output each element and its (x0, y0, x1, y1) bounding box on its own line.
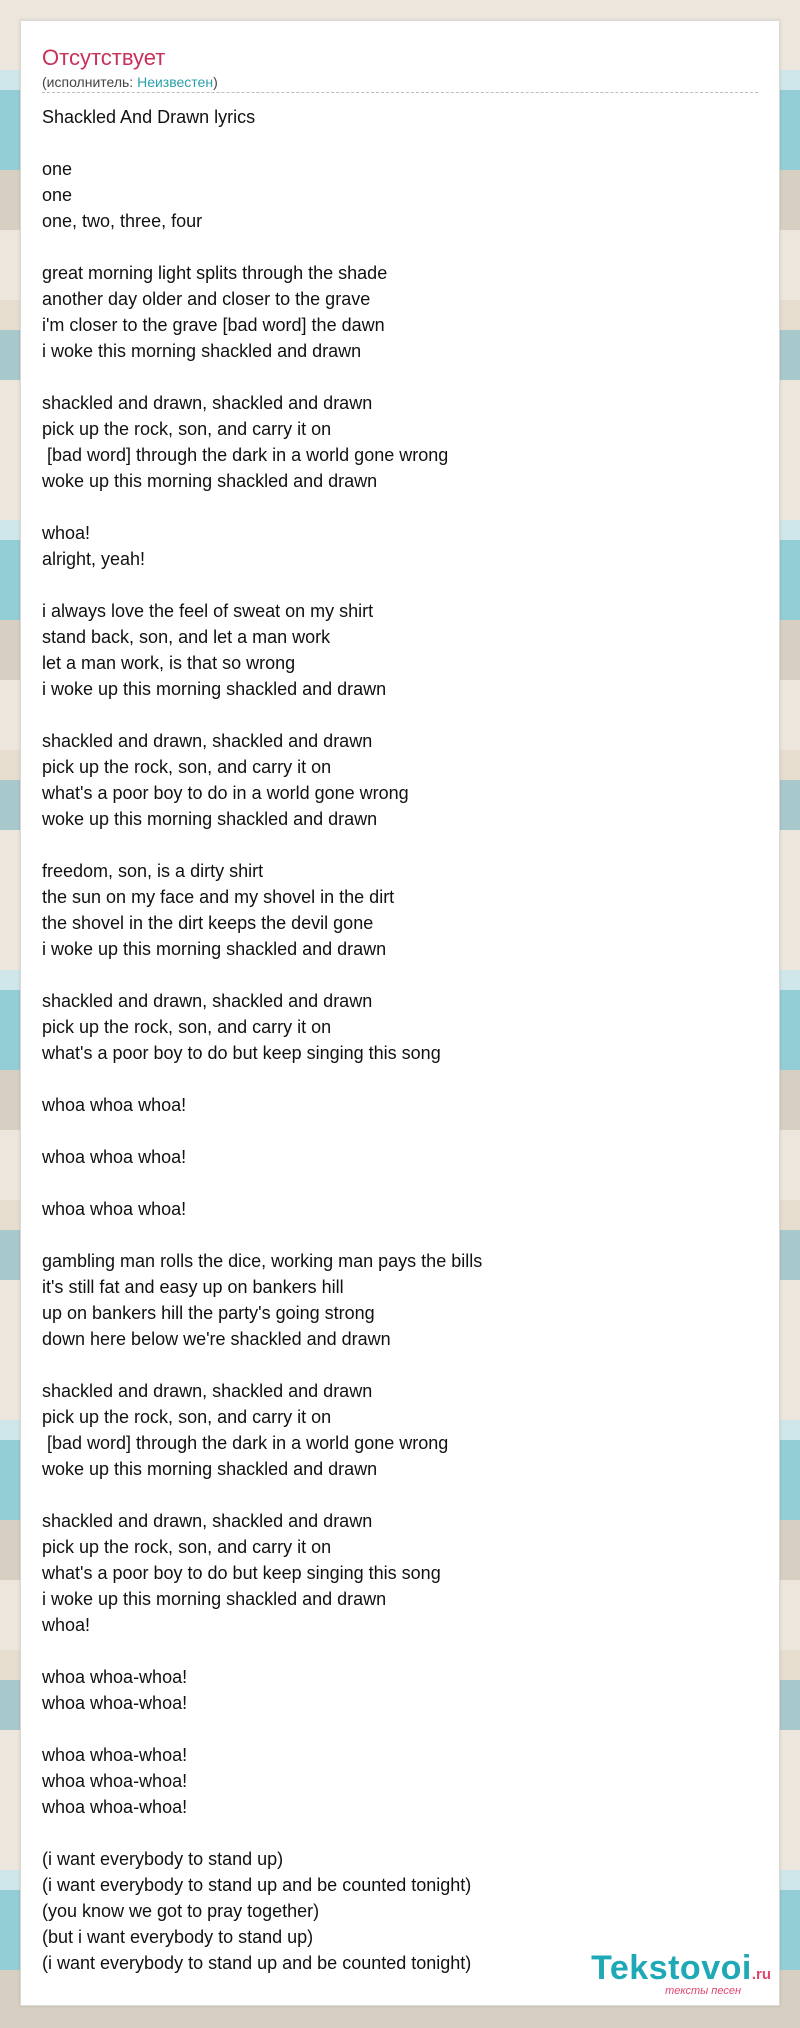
lyric-line (42, 1222, 742, 1248)
artist-line (42, 73, 758, 93)
lyric-line: pick up the rock, son, and carry it on (42, 1407, 332, 1427)
lyric-line: shackled and drawn, shackled and drawn (42, 1381, 373, 1401)
logo-tld: .ru (751, 1966, 771, 1983)
lyric-line (42, 130, 742, 156)
lyric-line: Shackled And Drawn lyrics (42, 107, 256, 127)
lyric-line (42, 832, 742, 858)
lyric-line (42, 1482, 742, 1508)
lyric-line: it's still fat and easy up on bankers hill (42, 1277, 344, 1297)
lyric-line: what's a poor boy to do but keep singing this song (42, 1043, 441, 1063)
lyric-line: alright, yeah! (42, 549, 146, 569)
lyric-line: let a man work, is that so wrong (42, 653, 296, 673)
lyric-line: shackled and drawn, shackled and drawn (42, 991, 373, 1011)
lyric-line (42, 1638, 742, 1664)
lyric-line: whoa whoa whoa! (42, 1147, 187, 1167)
lyric-line: (but i want everybody to stand up) (42, 1927, 314, 1947)
lyric-line (42, 494, 742, 520)
lyrics-card (20, 20, 780, 2006)
lyric-line (42, 234, 742, 260)
lyric-line: down here below we're shackled and drawn (42, 1329, 391, 1349)
lyric-line (42, 962, 742, 988)
lyric-line (42, 1066, 742, 1092)
lyric-line: shackled and drawn, shackled and drawn (42, 1511, 373, 1531)
lyric-line: whoa whoa-whoa! (42, 1693, 188, 1713)
lyric-line (42, 364, 742, 390)
lyric-line: freedom, son, is a dirty shirt (42, 861, 264, 881)
lyric-line: [bad word] through the dark in a world gone wrong (42, 445, 449, 465)
lyric-line: i woke up this morning shackled and drawn (42, 679, 387, 699)
lyric-line: whoa whoa-whoa! (42, 1797, 188, 1817)
lyric-line: i woke up this morning shackled and drawn (42, 939, 387, 959)
lyric-line: i'm closer to the grave [bad word] the dawn (42, 315, 385, 335)
lyric-line: (i want everybody to stand up and be counted tonight) (42, 1875, 472, 1895)
lyric-line: woke up this morning shackled and drawn (42, 1459, 378, 1479)
lyric-line (42, 1170, 742, 1196)
lyric-line (42, 702, 742, 728)
lyric-line: the sun on my face and my shovel in the dirt (42, 887, 395, 907)
lyric-line: whoa whoa whoa! (42, 1095, 187, 1115)
lyric-line: i woke up this morning shackled and drawn (42, 1589, 387, 1609)
lyric-line (42, 572, 742, 598)
lyric-line: whoa whoa whoa! (42, 1199, 187, 1219)
lyric-line: whoa whoa-whoa! (42, 1771, 188, 1791)
logo-tagline: тексты песен (665, 1985, 741, 1997)
lyric-line: (i want everybody to stand up and be counted tonight) (42, 1953, 472, 1973)
artist-prefix: (исполнитель: (42, 74, 138, 90)
lyric-line: shackled and drawn, shackled and drawn (42, 731, 373, 751)
lyrics-text (42, 104, 742, 1976)
site-logo[interactable] (591, 1951, 771, 1997)
artist-link[interactable]: Неизвестен (137, 74, 214, 90)
lyric-line: whoa whoa-whoa! (42, 1667, 188, 1687)
lyric-line: pick up the rock, son, and carry it on (42, 1537, 332, 1557)
lyric-line: woke up this morning shackled and drawn (42, 471, 378, 491)
lyric-line (42, 1820, 742, 1846)
lyric-line: what's a poor boy to do in a world gone wrong (42, 783, 409, 803)
lyric-line: the shovel in the dirt keeps the devil gone (42, 913, 374, 933)
lyric-line: up on bankers hill the party's going strong (42, 1303, 375, 1323)
lyric-line: what's a poor boy to do but keep singing this song (42, 1563, 441, 1583)
lyric-line: another day older and closer to the grave (42, 289, 371, 309)
lyric-line: one (42, 159, 73, 179)
logo-name: Tekstovoi (591, 1949, 752, 1987)
lyric-line: whoa! (42, 523, 91, 543)
lyric-line: pick up the rock, son, and carry it on (42, 419, 332, 439)
lyric-line: i woke this morning shackled and drawn (42, 341, 362, 361)
lyric-line: stand back, son, and let a man work (42, 627, 331, 647)
lyric-line: one, two, three, four (42, 211, 203, 231)
lyric-line: one (42, 185, 73, 205)
lyric-line (42, 1352, 742, 1378)
lyric-line: gambling man rolls the dice, working man pays the bills (42, 1251, 483, 1271)
lyric-line: shackled and drawn, shackled and drawn (42, 393, 373, 413)
lyric-line: whoa whoa-whoa! (42, 1745, 188, 1765)
lyric-line: (i want everybody to stand up) (42, 1849, 284, 1869)
lyric-line: woke up this morning shackled and drawn (42, 809, 378, 829)
lyric-line: [bad word] through the dark in a world gone wrong (42, 1433, 449, 1453)
artist-suffix: ) (213, 74, 218, 90)
lyric-line: great morning light splits through the shade (42, 263, 388, 283)
lyric-line (42, 1716, 742, 1742)
lyric-line: i always love the feel of sweat on my shirt (42, 601, 374, 621)
song-title: Отсутствует (42, 45, 166, 70)
lyric-line: pick up the rock, son, and carry it on (42, 1017, 332, 1037)
lyric-line: whoa! (42, 1615, 91, 1635)
lyric-line (42, 1118, 742, 1144)
lyric-line: (you know we got to pray together) (42, 1901, 320, 1921)
lyric-line: pick up the rock, son, and carry it on (42, 757, 332, 777)
